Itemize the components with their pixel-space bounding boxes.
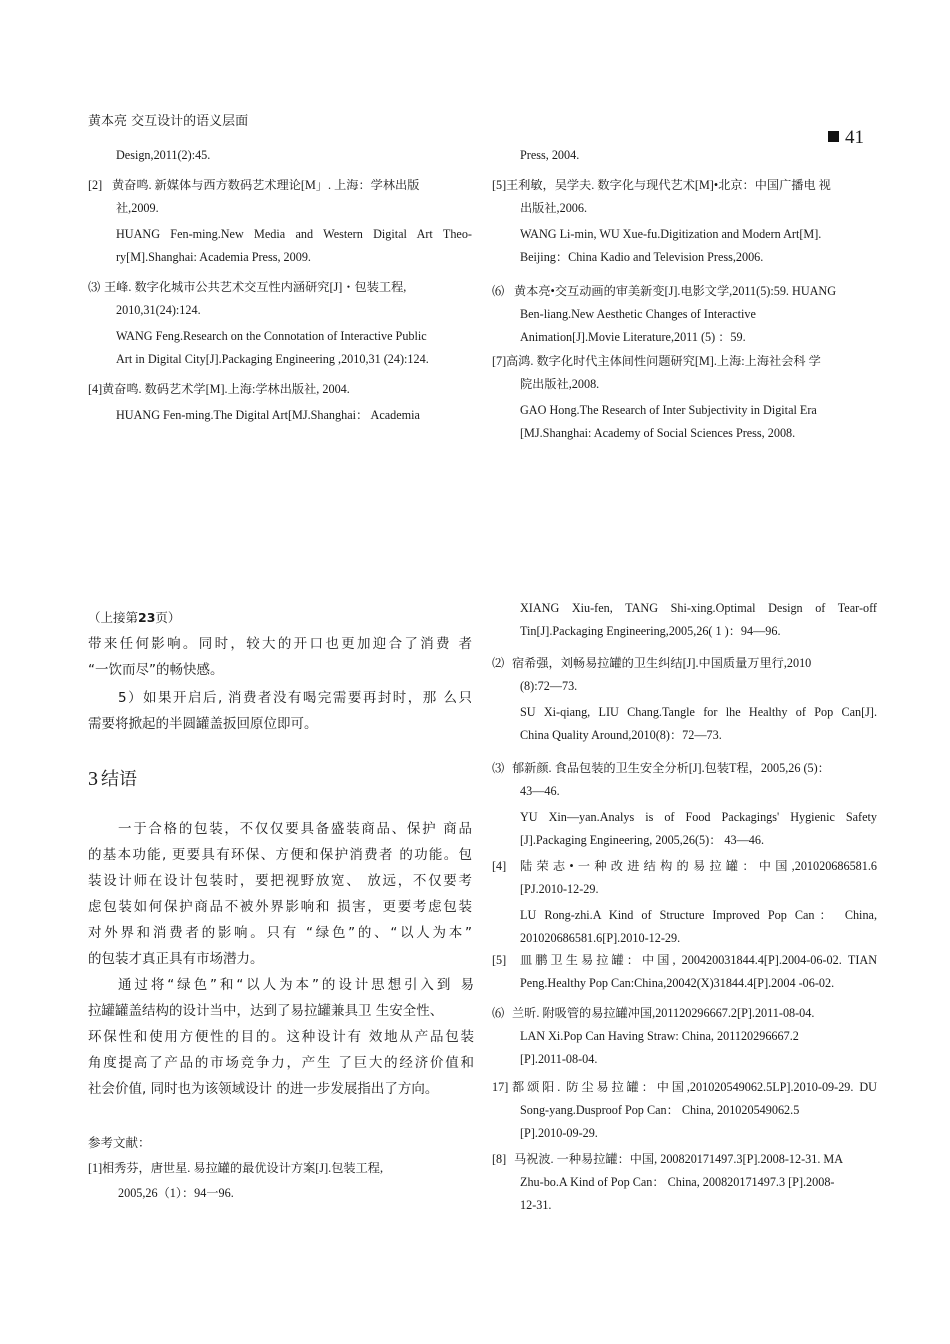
conclusion-paragraph-2: [88, 972, 484, 1102]
reference-tr0: [492, 144, 877, 167]
ref-line: 黄奋鸣. 数码艺术学[M].上海:学林出版社, 2004.: [102, 382, 350, 396]
ref-line: 2010,31(24):124.: [116, 303, 201, 317]
heading-number: 3: [88, 768, 98, 790]
ref-line: 2005,26（1）：94一96.: [118, 1186, 234, 1200]
ref-line: 201020686581.6[P].2010-12-29.: [520, 931, 681, 945]
body-line: 拉罐罐盖结构的设计当中，达到了易拉罐兼具卫 生安全性、: [88, 1003, 444, 1019]
ref-label: ⑹: [492, 284, 505, 298]
reference-tl2: [88, 276, 472, 371]
ref-label: ⑶: [492, 761, 505, 775]
body-line: 虑包装如何保护商品不被外界影响和 损害，更要考虑包装: [88, 899, 472, 915]
body-line: 5）如果开启后, 消费者没有喝完需要再封时，那 么只: [118, 690, 472, 706]
ref-line: HUANG Fen-ming.The Digital Art[MJ.Shanghai： Academia: [116, 408, 420, 422]
reference-bl1: [88, 1157, 472, 1205]
reference-tr2: [492, 280, 877, 349]
ref-line: 王峰. 数字化城市公共艺术交互性内涵研究[J]・包装工程,: [104, 280, 407, 294]
ref-line: 王利敏，吴学夫. 数字化与现代艺术[M]•北京：中国广播电 视: [506, 178, 831, 192]
continuation-block: [88, 605, 472, 737]
reference-br4: [492, 855, 877, 950]
reference-br0: [492, 597, 877, 643]
page-number-value: 41: [845, 127, 864, 148]
square-bullet-icon: [828, 131, 839, 142]
note-pre: （上接第: [88, 610, 139, 625]
reference-br5: [492, 949, 877, 995]
ref-line: YU Xin—yan.Analys is of Food Packagings' Hygienic Safety: [520, 810, 877, 824]
ref-line: [J].Packaging Engineering, 2005,26(5)： 43—46.: [520, 833, 765, 847]
ref-line: LU Rong-zhi.A Kind of Structure Improved Pop Can： China,: [520, 908, 877, 922]
ref-label: ⑵: [492, 656, 505, 670]
ref-line: Art in Digital City[J].Packaging Engineering ,2010,31 (24):124.: [116, 352, 429, 366]
body-line: 角度提高了产品的市场竞争力，产生 了巨大的经济价值和: [88, 1055, 474, 1071]
ref-line: 兰昕. 附吸管的易拉罐冲国,201120296667.2[P].2011-08-04.: [512, 1006, 815, 1020]
ref-line: ry[M].Shanghai: Academia Press, 2009.: [116, 250, 311, 264]
note-page: 23: [138, 610, 156, 625]
ref-line: Design,2011(2):45.: [116, 148, 211, 162]
references-heading: 参考文献：: [88, 1135, 151, 1150]
ref-line: SU Xi-qiang, LIU Chang.Tangle for lhe Healthy of Pop Can[J].: [520, 705, 877, 719]
reference-tl1: [88, 174, 472, 269]
ref-line: 高鸿. 数字化时代主体间性问题研究[M].上海:上海社会科 学: [506, 354, 821, 368]
running-header: 黄本亮 交互设计的语义层面: [88, 114, 249, 129]
ref-label: [5]: [492, 178, 507, 192]
conclusion-paragraph-1: [88, 816, 472, 972]
ref-line: Peng.Healthy Pop Can:China,20042(X)31844.4[P].2004 -06-02.: [520, 976, 835, 990]
body-line: 社会价值, 同时也为该领域设计 的进一步发展指出了方向。: [88, 1081, 439, 1097]
reference-tr3: [492, 350, 877, 445]
reference-tl0: [88, 144, 472, 167]
ref-line: 黄奋鸣. 新媒体与西方数码艺术理论[M」. 上海：学林出版: [112, 178, 420, 192]
reference-br8: [492, 1148, 877, 1217]
reference-br3: [492, 757, 877, 852]
ref-line: Beijing：China Kadio and Television Press,2006.: [520, 250, 764, 264]
ref-label: [4]: [88, 382, 103, 396]
reference-br2: [492, 652, 877, 747]
ref-label: [1]: [88, 1161, 103, 1175]
ref-line: 郁新颜. 食品包装的卫生安全分析[J].包装T程，2005,26 (5)：: [512, 761, 830, 775]
body-line: 的包装才真正具有市场潜力。: [88, 951, 264, 967]
ref-line: 黄本亮•交互动画的审美新变[J].电影文学,2011(5):59. HUANG: [514, 284, 837, 298]
reference-br6: [492, 1002, 877, 1071]
continuation-note: [88, 605, 472, 631]
reference-br7: [492, 1076, 877, 1145]
ref-line: Song-yang.Dusproof Pop Can： China, 201020549062.5: [520, 1103, 800, 1117]
body-line: 需要将掀起的半圆罐盖扳回原位即可。: [88, 716, 318, 732]
ref-line: WANG Feng.Research on the Connotation of Interactive Public: [116, 329, 427, 343]
reference-tl3: [88, 378, 472, 427]
ref-line: GAO Hong.The Research of Inter Subjectivity in Digital Era: [520, 403, 817, 417]
heading-text: 结语: [101, 769, 137, 790]
ref-label: ⑹: [492, 1006, 505, 1020]
ref-label: 17]: [492, 1080, 509, 1094]
ref-line: 马祝波. 一种易拉罐：中国, 200820171497.3[P].2008-12-31. MA: [514, 1152, 844, 1166]
ref-line: Press, 2004.: [520, 148, 580, 162]
ref-line: HUANG Fen-ming.New Media and Western Digital Art Theo-: [116, 227, 472, 241]
ref-line: [MJ.Shanghai: Academy of Social Sciences Press, 2008.: [520, 426, 796, 440]
body-line: 对外界和消费者的影响。只有 “绿色”的、“以人为本”: [88, 925, 472, 941]
ref-line: 皿鹏卫生易拉罐：中国, 200420031844.4[P].2004-06-02. TIAN: [520, 953, 877, 967]
body-line: 的基本功能, 更要具有环保、方便和保护消费者 的功能。包: [88, 847, 472, 863]
ref-line: WANG Li-min, WU Xue-fu.Digitization and Modern Art[M].: [520, 227, 822, 241]
body-line: 装设计师在设计包装时，要把视野放宽、 放远，不仅要考: [88, 873, 472, 889]
section-heading-conclusion: [88, 765, 137, 791]
ref-line: Tin[J].Packaging Engineering,2005,26( 1 )：94—96.: [520, 624, 781, 638]
ref-label: [8]: [492, 1152, 507, 1166]
ref-line: 43—46.: [520, 784, 560, 798]
ref-line: XIANG Xiu-fen, TANG Shi-xing.Optimal Design of Tear-off: [520, 601, 877, 615]
ref-line: 宿希强，刘畅易拉罐的卫生纠结[J].中国质量万里行,2010: [512, 656, 812, 670]
body-line: 环保性和使用方便性的目的。这种设计有 效地从产品包装: [88, 1029, 474, 1045]
ref-line: [P].2010-09-29.: [520, 1126, 598, 1140]
body-line: “一饮而尽”的畅快感。: [88, 662, 224, 678]
ref-line: 都颂阳. 防尘易拉罐：中国,201020549062.5LP].2010-09-29. DU: [512, 1080, 877, 1094]
ref-line: Ben-liang.New Aesthetic Changes of Interactive: [520, 307, 756, 321]
ref-label: [5]: [492, 953, 507, 967]
ref-line: 相秀芬，唐世星. 易拉罐的最优设计方案[J].包装工程,: [102, 1161, 383, 1175]
body-line: 通过将“绿色”和“以人为本”的设计思想引入到 易: [118, 977, 474, 993]
ref-line: (8):72—73.: [520, 679, 578, 693]
ref-label: [2]: [88, 178, 103, 192]
ref-line: 陆荣志•一种改进结构的易拉罐：中国,201020686581.6: [520, 859, 877, 873]
ref-line: LAN Xi.Pop Can Having Straw: China, 201120296667.2: [520, 1029, 799, 1043]
ref-line: Animation[J].Movie Literature,2011 (5) ：59.: [520, 330, 746, 344]
ref-line: [P].2011-08-04.: [520, 1052, 598, 1066]
reference-tr1: [492, 174, 877, 269]
ref-line: 12-31.: [520, 1198, 552, 1212]
ref-label: [4]: [492, 859, 507, 873]
ref-line: 院出版社,2008.: [520, 377, 600, 391]
ref-line: Zhu-bo.A Kind of Pop Can： China, 200820171497.3 [P].2008-: [520, 1175, 835, 1189]
ref-label: [7]: [492, 354, 507, 368]
body-line: 带来任何影响。同时，较大的开口也更加迎合了消费 者: [88, 636, 472, 652]
note-post: 页）: [155, 610, 181, 625]
ref-line: 出版社,2006.: [520, 201, 588, 215]
ref-line: 社,2009.: [116, 201, 159, 215]
ref-label: ⑶: [88, 280, 101, 294]
ref-line: [PJ.2010-12-29.: [520, 882, 599, 896]
ref-line: China Quality Around,2010(8)：72—73.: [520, 728, 722, 742]
body-line: 一于合格的包装，不仅仅要具备盛装商品、保护 商品: [118, 821, 472, 837]
